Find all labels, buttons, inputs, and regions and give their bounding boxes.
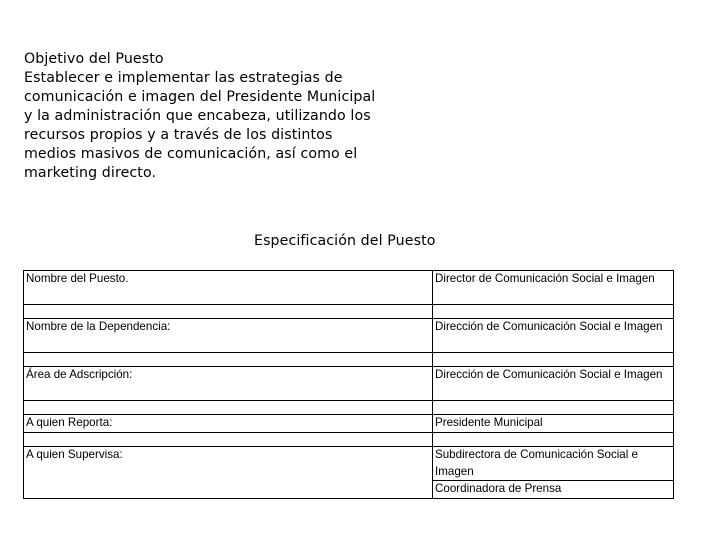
- row-value: Director de Comunicación Social e Imagen: [433, 271, 674, 305]
- row-value: Dirección de Comunicación Social e Imagen: [433, 367, 674, 401]
- row-label: Nombre de la Dependencia:: [24, 319, 433, 353]
- specification-title: Especificación del Puesto: [254, 233, 436, 249]
- table-row: [24, 447, 674, 481]
- table-spacer-row: [24, 433, 674, 447]
- specification-table: [23, 270, 674, 499]
- table-row: [24, 367, 674, 401]
- table-spacer-row: [24, 401, 674, 415]
- row-label: A quien Supervisa:: [24, 447, 433, 481]
- row-value: Presidente Municipal: [433, 415, 674, 433]
- row-value: Dirección de Comunicación Social e Imagen: [433, 319, 674, 353]
- row-label: Área de Adscripción:: [24, 367, 433, 401]
- objective-title: Objetivo del Puesto: [24, 51, 164, 67]
- objective-section: [24, 50, 384, 183]
- row-extra-value: Coordinadora de Prensa: [433, 481, 674, 499]
- table-spacer-row: [24, 305, 674, 319]
- table-row: [24, 481, 674, 499]
- table-row: [24, 271, 674, 305]
- row-label: A quien Reporta:: [24, 415, 433, 433]
- row-label: Nombre del Puesto.: [24, 271, 433, 305]
- table-row: [24, 415, 674, 433]
- table-spacer-row: [24, 353, 674, 367]
- table-row: [24, 319, 674, 353]
- objective-text: Establecer e implementar las estrategias de comunicación e imagen del Presidente Municipal y la administración que encabeza, utilizando los recursos propios y a través de los distintos medios masivos de comunicación, así como el marketing directo.: [24, 70, 376, 181]
- row-value: Subdirectora de Comunicación Social e Imagen: [433, 447, 674, 481]
